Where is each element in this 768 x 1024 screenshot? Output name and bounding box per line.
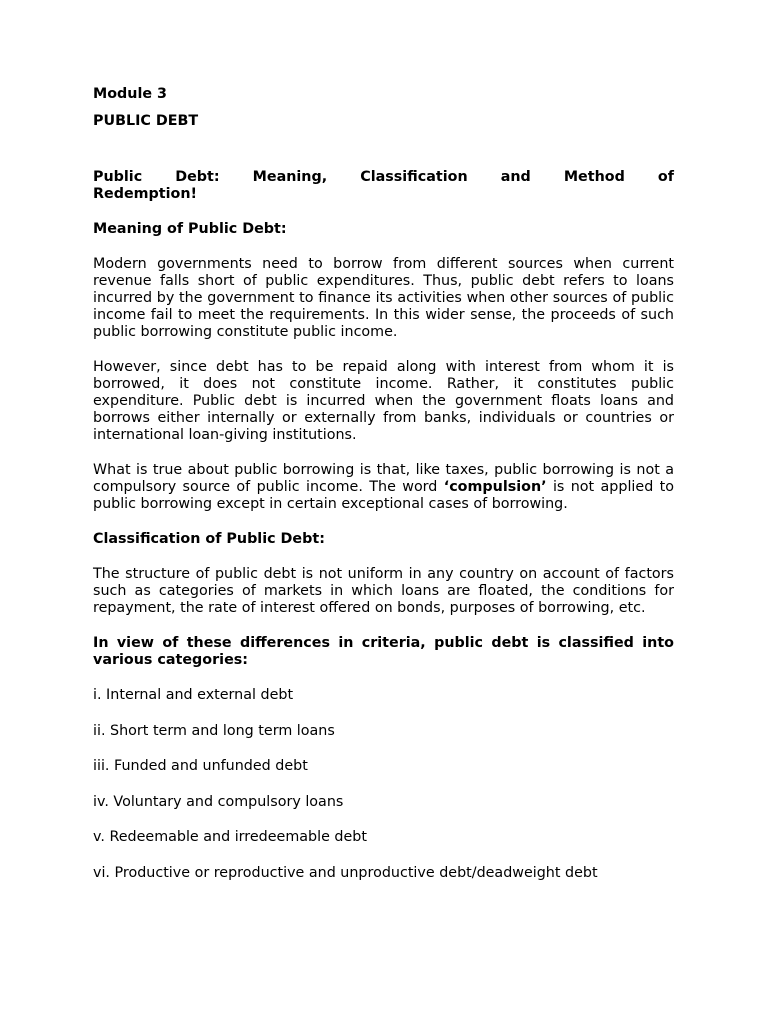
paragraph-text: is not applied to public borrowing except in certain exceptional cases of borrowing. (93, 479, 675, 512)
title-word: Method (563, 169, 625, 185)
title-word: Public (93, 169, 143, 185)
document-page (93, 86, 674, 900)
document-title (93, 169, 674, 203)
paragraph-classification-1: The structure of public debt is not uniform in any country on account of factors such as categories of markets in which loans are floated, the conditions for repayment, the rate of interest offered on bonds, purposes of borrowing, etc. (93, 566, 674, 616)
list-item: ii. Short term and long term loans (93, 722, 335, 739)
list-item: iv. Voluntary and compulsory loans (93, 793, 344, 810)
paragraph-meaning-1: Modern governments need to borrow from different sources when current revenue falls short of public expenditures. Thus, public debt refers to loans incurred by the government to finance its activities when other sources of public income fail to meet the requirements. In this wider sense, the proceeds of such public borrowing constitute public income. (93, 256, 674, 340)
section-heading-meaning: Meaning of Public Debt: (93, 221, 287, 237)
classification-lead: In view of these differences in criteria, public debt is classified into various categories: (93, 635, 674, 668)
section-heading-classification: Classification of Public Debt: (93, 531, 325, 547)
title-word: Meaning, (252, 169, 328, 185)
module-label: Module 3 (93, 86, 167, 102)
title-word: Classification (360, 169, 468, 185)
title-line-1 (93, 169, 674, 186)
list-item: i. Internal and external debt (93, 687, 294, 703)
title-word: and (500, 169, 531, 185)
title-word: of (657, 169, 674, 185)
list-item: vi. Productive or reproductive and unproductive debt/deadweight debt (93, 864, 598, 881)
paragraph-meaning-3 (93, 462, 674, 513)
list-item: v. Redeemable and irredeemable debt (93, 829, 367, 845)
title-line-2: Redemption! (93, 186, 198, 202)
classification-list (93, 687, 674, 882)
paragraph-meaning-2: However, since debt has to be repaid along with interest from whom it is borrowed, it does not constitute income. Rather, it constitutes public expenditure. Public debt is incurred when the government floats loans and borrows either internally or externally from banks, individuals or countries or international loan-giving institutions. (93, 359, 674, 443)
emphasis-compulsion: ‘compulsion’ (443, 479, 547, 495)
paragraph-text: What is true about public borrowing is that, like taxes, public borrowing is not a compulsory source of public income. The word (93, 462, 674, 495)
list-item: iii. Funded and unfunded debt (93, 758, 308, 774)
title-word: Debt: (175, 169, 220, 185)
subject-title: PUBLIC DEBT (93, 113, 199, 129)
